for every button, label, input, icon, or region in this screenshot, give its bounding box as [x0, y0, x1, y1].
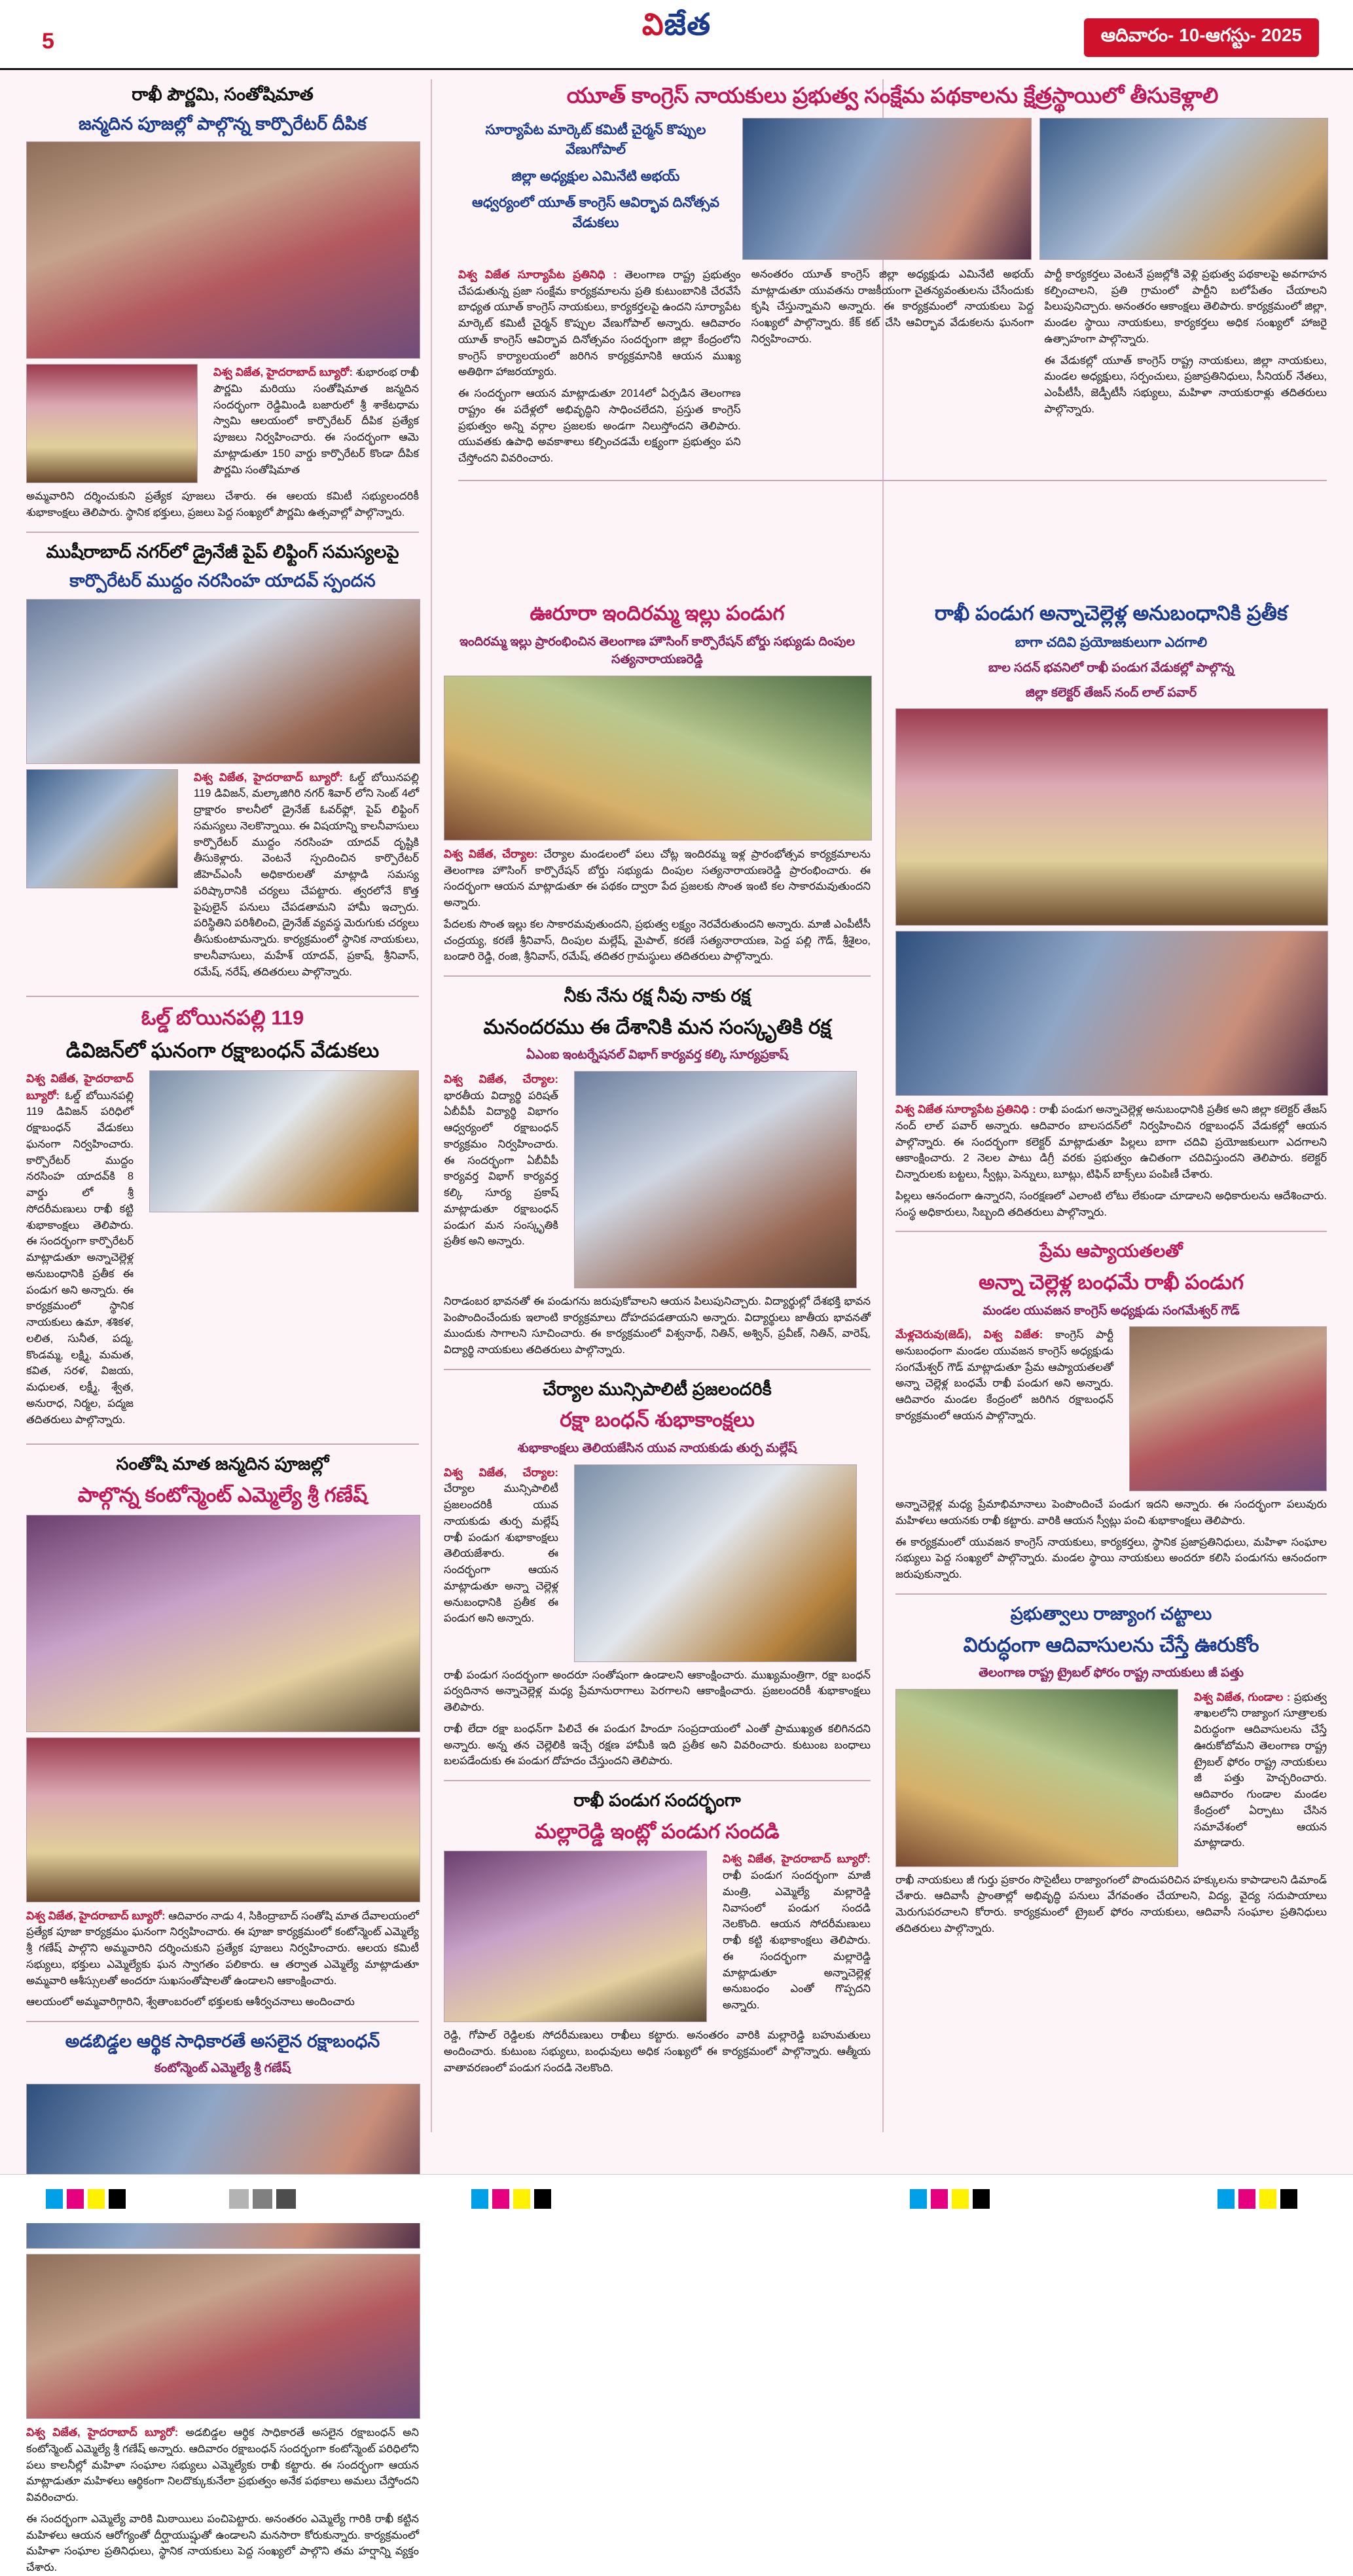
bar-gray-light — [229, 2189, 249, 2209]
article-photo — [574, 1464, 857, 1662]
bar-yellow — [513, 2189, 530, 2209]
print-registration-footer — [0, 2174, 1353, 2223]
article-mallareddy-home — [444, 1789, 871, 2076]
byline: విశ్వ విజేత, హైదరాబాద్ బ్యూరో: — [26, 2426, 179, 2439]
headline-line2: పాల్గొన్న కంటోన్మెంట్ ఎమ్మెల్యే శ్రీ గణేష్ — [77, 1483, 368, 1506]
sub-headline-2: బాల సదన్ భవనిలో రాఖీ పండుగ వేడుకల్లో పాల్గొన్న — [988, 661, 1235, 676]
bar-magenta — [1238, 2189, 1255, 2209]
article-body-2: ఈ సందర్భంగా ఎమ్మెల్యే వారికి మిఠాయిలు పంచిపెట్టారు. అనంతరం ఎమ్మెల్యే గారికి రాఖీ కట్టిన మహిళలు ఆయన ఆరోగ్యంతో దీర్ఘాయుష్షుతో ఉండాలని మనసారా కోరుకున్నారు. కార్యక్రమంలో మహిళా సంఘాల ప్రతినిధులు, స్థానిక నాయకులు పెద్ద సంఖ్యలో పాల్గొని తమ హర్షాన్ని వ్యక్తం చేశారు. — [26, 2513, 419, 2574]
article-body: విశ్వ విజేత, హైదరాబాద్ బ్యూరో: శుభారంభ రాఖీ పౌర్ణమి మరియు సంతోషిమాత జన్మదిన సందర్భంగా రెడ్డిమిండి బజారులో శ్రీ శాకేటధామ స్వామి ఆలయంలో కార్పొరేటర్ దీపిక ప్రత్యేక పూజలు నిర్వహించారు. ఈ సందర్భంగా ఆమె మాట్లాడుతూ 150 వార్డు కార్పొరేటర్ కొండా దీపిక పౌర్ణమి సంతోషిమాత — [213, 366, 419, 476]
sub-headline-1: బాగా చదివి ప్రయోజకులుగా ఎదగాలి — [1015, 634, 1208, 650]
article-body-2: రాఖీ నాయకులు జీ గుర్తు ప్రకారం సొసైటీలు రాజ్యాంగంలో పొందుపరిచిన హక్కులను కాపాడాలని డిమాండ్ చేశారు. ఆదివాసీ ప్రాంతాల్లో అభివృద్ధి పనులు వేగవంతం చేయాలని, విద్య, వైద్య సదుపాయాలు మెరుగుపరచాలని కోరారు. కార్యక్రమంలో ట్రైబల్ ఫోరం నాయకులు, ఆదివాసీ సంఘాల ప్రతినిధులు తదితరులు పాల్గొన్నారు. — [895, 1874, 1327, 1934]
lead-sub-3: ఆధ్వర్యంలో యూత్ కాంగ్రెస్ ఆవిర్భావ దినోత్సవ వేడుకలు — [471, 195, 720, 230]
cmyk-bars-far-right — [1218, 2189, 1297, 2209]
headline-line2: విరుద్ధంగా ఆదివాసులను చేస్తే ఊరుకోం — [963, 1633, 1259, 1656]
bar-cyan — [471, 2189, 488, 2209]
article-photo-secondary — [26, 364, 198, 483]
article-photo — [574, 1071, 857, 1288]
bar-magenta — [492, 2189, 509, 2209]
byline: విశ్వ విజేత, గుండాల : — [1194, 1690, 1291, 1703]
headline-line1: ముషీరాబాద్ నగర్‌లో డ్రైనేజీ పైప్ లిఫ్టింగ్ సమస్యలపై — [46, 541, 399, 562]
sub-headline: శుభాకాంక్షలు తెలియజేసిన యువ నాయకుడు తుర్ప మల్లేష్ — [517, 1442, 797, 1455]
byline: విశ్వ విజేత, హైదరాబాద్ బ్యూరో: — [194, 771, 343, 784]
article-photo-secondary — [26, 2254, 420, 2419]
article-photo — [444, 1851, 707, 2022]
article-photo — [444, 676, 872, 841]
headline-line2: కార్పొరేటర్ ముద్దం నరసింహ యాదవ్ స్పందన — [69, 571, 376, 591]
bar-black — [1280, 2189, 1297, 2209]
logo-rest: జేత — [664, 7, 712, 41]
lead-body-2: ఈ సందర్భంగా ఆయన మాట్లాడుతూ 2014లో ఏర్పడిన తెలంగాణ రాష్ట్రం ఈ పదేళ్లలో అభివృద్ధిని సాధించలేదని, ప్రస్తుత కాంగ్రెస్ ప్రభుత్వం అన్ని వర్గాల ప్రజలకు అండగా నిలుస్తోందని తెలిపారు. యువతకు ఉపాధి అవకాశాలు కల్పించడమే లక్ష్యంగా ప్రభుత్వం పని చేస్తోందని వివరించారు. — [458, 388, 741, 465]
headline-line2: జన్మదిన పూజల్లో పాల్గొన్న కార్పొరేటర్ దీపిక — [78, 113, 367, 134]
headline: అడబిడ్డల ఆర్థిక సాధికారతే అసలైన రక్షాబంధన్ — [65, 2031, 380, 2051]
article-body-3: ఈ కార్యక్రమంలో యువజన కాంగ్రెస్ నాయకులు, కార్యకర్తలు, స్థానిక ప్రజాప్రతినిధులు, మహిళా సంఘాల సభ్యులు పెద్ద సంఖ్యలో పాల్గొన్నారు. మండల స్థాయి నాయకులు అందరూ కలిసి పండుగను ఆనందంగా జరుపుకున్నారు. — [895, 1536, 1327, 1581]
edition-date-badge: ఆదివారం- 10-ఆగస్టు- 2025 — [1084, 18, 1319, 57]
article-santhoshi-matha — [26, 1453, 419, 2010]
headline-line1: ప్రేమ ఆప్యాయతలతో — [1039, 1241, 1183, 1261]
article-body-2: అన్నాచెల్లెళ్ల మధ్య ప్రేమాభిమానాలు పెంపొందించే పండుగ ఇదని అన్నారు. ఈ సందర్భంగా పలువురు మహిళలు ఆయనకు రాఖీ కట్టారు. వారికి ఆయన స్వీట్లు పంచి శుభాకాంక్షలు తెలిపారు. — [895, 1498, 1327, 1527]
cmyk-bars-right — [910, 2189, 990, 2209]
byline: విశ్వ విజేత, హైదరాబాద్ బ్యూరో: — [723, 1853, 871, 1866]
lead-body-3: అనంతరం యూత్ కాంగ్రెస్ జిల్లా అధ్యక్షుడు ఎమినేటి అభయ్ మాట్లాడుతూ యువతను రాజకీయంగా చైతన్యవంతులను చేసేందుకు కృషి చేస్తున్నామని అన్నారు. ఈ కార్యక్రమంలో నాయకులు పెద్ద సంఖ్యలో పాల్గొన్నారు. కేక్ కట్ చేసి ఆవిర్భావ వేడుకలను ఘనంగా నిర్వహించారు. — [751, 268, 1034, 345]
bar-gray-mid — [253, 2189, 272, 2209]
lead-photo-1 — [742, 118, 1032, 260]
article-drainage-pipe — [26, 541, 419, 986]
article-collector-balasadan — [895, 600, 1327, 1220]
article-body-2: అమ్మవారిని దర్శించుకుని ప్రత్యేక పూజలు చేశారు. ఈ ఆలయ కమిటీ సభ్యులందరికీ శుభాకాంక్షలు తెలిపారు. స్థానిక భక్తులు, ప్రజలు పెద్ద సంఖ్యలో పౌర్ణమి ఉత్సవాల్లో పాల్గొన్నారు. — [26, 490, 419, 518]
headline-line2: రక్షా బంధన్ శుభాకాంక్షలు — [560, 1408, 755, 1432]
byline: విశ్వ విజేత, హైదరాబాద్ బ్యూరో: — [26, 1909, 166, 1922]
article-economic-empowerment — [26, 2030, 419, 2576]
article-photo — [26, 1515, 420, 1732]
sub-headline: తెలంగాణ రాష్ట్ర ట్రైబల్ ఫోరం రాష్ట్ర నాయకులు జీ పత్తు — [979, 1666, 1244, 1680]
headline-line1: సంతోషి మాత జన్మదిన పూజల్లో — [116, 1454, 329, 1474]
article-body-2: రాఖీ పండుగ సందర్భంగా అందరూ సంతోషంగా ఉండాలని ఆకాంక్షించారు. ముఖ్యమంత్రిగా, రక్షా బంధన్ పర్వదినాన అన్నాచెల్లెళ్ల మధ్య ప్రేమానురాగాలు పెరగాలని ఆకాంక్షించారు. ప్రజలందరికీ శుభాకాంక్షలు తెలిపారు. — [444, 1669, 871, 1714]
article-photo — [1129, 1326, 1327, 1491]
article-body-2: పిల్లలు ఆనందంగా ఉన్నారని, సంరక్షణలో ఎలాంటి లోటు లేకుండా చూడాలని అధికారులను ఆదేశించారు. సంస్థ అధికారులు, సిబ్బంది తదితరులు పాల్గొన్నారు. — [895, 1189, 1327, 1218]
byline: విశ్వ విజేత, హైదరాబాద్ బ్యూరో: — [26, 1072, 134, 1102]
bar-yellow — [1259, 2189, 1276, 2209]
logo-main: వి — [641, 7, 664, 41]
article-raksha-slogan — [444, 985, 871, 1358]
article-body-2: నిరాడంబర భావనతో ఈ పండుగను జరుపుకోవాలని ఆయన పిలుపునిచ్చారు. విద్యార్థుల్లో దేశభక్తి భావన పెంపొందించేందుకు ఇలాంటి కార్యక్రమాలు దోహదపడతాయని అన్నారు. విద్యార్థులు జాతీయ భావనతో ముందుకు సాగాలని సూచించారు. ఈ కార్యక్రమంలో విశ్వనాథ్, నితిన్, అశ్విన్, ప్రవీణ్, నితిన్, వారెష్, విద్యార్థి నాయకులు తదితరులు పాల్గొన్నారు. — [444, 1295, 871, 1356]
article-photo-1 — [895, 708, 1328, 926]
article-photo-secondary — [26, 1737, 420, 1902]
lead-body-5: ఈ వేడుకల్లో యూత్ కాంగ్రెస్ రాష్ట్ర నాయకులు, జిల్లా నాయకులు, మండల అధ్యక్షులు, సర్పంచులు, ప్రజాప్రతినిధులు, సీనియర్ నేతలు, ఎంపీటీసీ, జెడ్పీటీసీ సభ్యులు, మహిళా నాయకురాళ్లు తదితరులు పాల్గొన్నారు. — [1044, 354, 1327, 415]
masthead — [0, 0, 1353, 70]
byline: విశ్వ విజేత సూర్యాపేట ప్రతినిధి : — [895, 1103, 1036, 1116]
article-body: విశ్వ విజేత, హైదరాబాద్ బ్యూరో: అడబిడ్డల ఆర్థిక సాధికారతే అసలైన రక్షాబంధన్ అని కంటోన్మెంట్ ఎమ్మెల్యే శ్రీ గణేష్ అన్నారు. ఆదివారం రక్షాబంధన్ సందర్భంగా కంటోన్మెంట్ పరిధిలోని పలు కాలనీల్లో మహిళా సంఘాల సభ్యులు ఎమ్మెల్యేకు రాఖీ కట్టారు. ఈ సందర్భంగా ఆయన మాట్లాడుతూ మహిళలు ఆర్థికంగా నిలదొక్కుకునేలా ప్రభుత్వం అనేక పథకాలు అమలు చేస్తోందని వివరించారు. — [26, 2426, 419, 2504]
lead-photo-2 — [1039, 118, 1329, 260]
cmyk-bars-mid — [471, 2189, 551, 2209]
byline: విశ్వ విజేత, హైదరాబాద్ బ్యూరో: — [213, 366, 353, 379]
headline-line1: చేర్యాల మున్సిపాలిటీ ప్రజలందరికీ — [543, 1379, 772, 1399]
article-photo — [26, 599, 420, 764]
article-body: విశ్వ విజేత సూర్యాపేట ప్రతినిధి : రాఖీ పండుగ అన్నాచెల్లెళ్ల అనుబంధానికి ప్రతీక అని జిల్లా కలెక్టర్ తేజస్ నంద్ లాల్ పవార్ అన్నారు. ఆదివారం బాలసదన్‌లో నిర్వహించిన రక్షాబంధన్ వేడుకల్లో ఆయన పాల్గొన్నారు. ఈ సందర్భంగా కలెక్టర్ మాట్లాడుతూ పిల్లలు బాగా చదివి ప్రయోజకులుగా ఎదగాలని ఆకాంక్షించారు. 2 నెలల పాటు డిగ్రీ వరకు ప్రభుత్వం ఉచితంగా చదివిస్తుందని తెలిపారు. కలెక్టర్ చిన్నారులకు బట్టలు, స్వీట్లు, పెన్నులు, బూట్లు, టిఫిన్ బాక్స్‌లు పంపిణీ చేశారు. — [895, 1103, 1327, 1181]
headline: ఊరూరా ఇందిరమ్మ ఇల్లు పండుగ — [530, 602, 785, 625]
article-photo — [26, 141, 420, 359]
article-body: విశ్వ విజేత, చేర్యాల: చేర్యాల మండలంలో పలు చోట్ల ఇందిరమ్మ ఇళ్ల ప్రారంభోత్సవ కార్యక్రమాలను తెలంగాణ హౌసింగ్ కార్పొరేషన్ బోర్డు సభ్యుడు దింపుల సత్యనారాయణరెడ్డి ప్రారంభించారు. ఈ సందర్భంగా ఆయన మాట్లాడుతూ ఈ పథకం ద్వారా పేద ప్రజలకు సొంత ఇంటి కల సాకారమవుతుందని అన్నారు. — [444, 847, 871, 909]
headline-line1: రాఖీ పౌర్ణమి, సంతోషిమాత — [132, 84, 314, 104]
lead-sub-1: సూర్యాపేట మార్కెట్ కమిటీ చైర్మన్ కొప్పుల వేణుగోపాల్ — [485, 122, 706, 158]
bar-magenta — [931, 2189, 948, 2209]
byline: విశ్వ విజేత, చేర్యాల: — [444, 1072, 558, 1085]
article-body-2: రెడ్డి, గోపాల్ రెడ్డిలకు సోదరీమణులు రాఖీలు కట్టారు. అనంతరం వారికి మల్లారెడ్డి బహుమతులు అందించారు. కుటుంబ సభ్యులు, బంధువులు అధిక సంఖ్యలో ఈ కార్యక్రమంలో పాల్గొన్నారు. ఆత్మీయ వాతావరణంలో పండుగ సందడి నెలకొంది. — [444, 2029, 871, 2074]
sub-headline: మండల యువజన కాంగ్రెస్ అధ్యక్షుడు సంగమేశ్వర్ గౌడ్ — [983, 1303, 1240, 1318]
article-body-2: పేదలకు సొంత ఇల్లు కల సాకారమవుతుందని, ప్రభుత్వ లక్ష్యం నెరవేరుతుందని అన్నారు. మాజీ ఎంపీటీసీ చంద్రయ్య, కరణే శ్రీనివాస్, దింపుల మల్లేష్, మైపాల్, కరణే సత్యనారాయణ, పెద్ద పల్లి గౌడ్, శ్రీశైలం, బండారి రెడ్డి, రంజి, శ్రీనివాస్, రమేష్, తదితర గ్రామస్థులు తదితరులు పాల్గొన్నారు. — [444, 918, 871, 963]
byline: విశ్వ విజేత, చేర్యాల: — [444, 847, 538, 860]
bar-cyan — [1218, 2189, 1235, 2209]
article-photo — [26, 2084, 420, 2249]
bar-yellow — [88, 2189, 105, 2209]
sub-headline: కంటోన్మెంట్ ఎమ్మెల్యే శ్రీ గణేష్ — [154, 2061, 291, 2075]
lead-body-4: పార్టీ కార్యకర్తలు వెంటనే ప్రజల్లోకి వెళ్లి ప్రభుత్వ పథకాలపై అవగాహన కల్పించాలని, ప్రతి గ్రామంలో పార్టీని బలోపేతం చేయాలని పిలుపునిచ్చారు. అనంతరం ఆకాంక్షలు తెలిపారు. కార్యక్రమంలో జిల్లా, మండల స్థాయి నాయకులు, కార్యకర్తలు అధిక సంఖ్యలో హాజరై ఉత్సాహంగా పాల్గొన్నారు. — [1044, 268, 1327, 345]
lead-story-youth-congress — [458, 79, 1327, 489]
article-photo — [149, 1070, 419, 1212]
byline: విశ్వ విజేత, చేర్యాల: — [444, 1466, 558, 1479]
bar-black — [973, 2189, 990, 2209]
article-body: విశ్వ విజేత, హైదరాబాద్ బ్యూరో: ఓల్డ్ బోయినపల్లి 119 డివిజన్, మల్కాజిగిరి నగర్ శివార్ లోని సెంట్ 4లో ద్రాక్షారం కాలనీలో డ్రైనేజ్ ఓవర్‌ఫ్లో, పైప్ లిఫ్టింగ్ సమస్యలు నెలకొన్నాయి. ఈ విషయాన్ని కాలనీవాసులు కార్పొరేటర్ ముద్దం నరసింహ యాదవ్ దృష్టికి తీసుకెళ్లారు. వెంటనే స్పందించిన కార్పొరేటర్ జీహెచ్ఎంసీ అధికారులతో మాట్లాడి సమస్య పరిష్కారానికి చర్యలు చేపట్టారు. త్వరలోనే కొత్త పైపులైన్ పనులు చేపడతామని హామీ ఇచ్చారు. పరిస్థితిని పరిశీలించి, డ్రైనేజ్ వ్యవస్థ మెరుగుకు చర్యలు తీసుకుంటామన్నారు. కార్యక్రమంలో స్థానిక నాయకులు, కాలనీవాసులు, మహేశ్ యాదవ్, ప్రకాష్, శ్రీనివాస్, రమేష్, నరేష్, తదితరులు పాల్గొన్నారు. — [194, 771, 419, 978]
bar-gray-dark — [276, 2189, 296, 2209]
lead-sub-2: జిల్లా అధ్యక్షుల ఎమినేటి అభయ్ — [511, 168, 680, 184]
article-photo-2 — [895, 931, 1328, 1096]
byline: మేళ్లచెరువు(జెడ్), విశ్వ విజేత: — [895, 1328, 1043, 1341]
headline-line2: అన్నా చెల్లెళ్ల బంధమే రాఖీ పండుగ — [979, 1271, 1244, 1294]
article-body: విశ్వ విజేత, గుండాల : ప్రభుత్వ శాఖలలోని రాజ్యాంగ సూత్రాలకు విరుద్ధంగా ఆదివాసులను చేస్తే ఊరుకోబోమని తెలంగాణ రాష్ట్ర ట్రైబల్ ఫోరం రాష్ట్ర నాయకులు జీ పత్తు హెచ్చరించారు. ఆదివారం గుండాల మండల కేంద్రంలో ఏర్పాటు చేసిన సమావేశంలో ఆయన మాట్లాడారు. — [1194, 1690, 1327, 1849]
sub-headline: ఇందిరమ్మ ఇల్లు ప్రారంభించిన తెలంగాణ హౌసింగ్ కార్పొరేషన్ బోర్డు సభ్యుడు దింపుల సత్యనారాయణరెడ్డి — [459, 634, 856, 667]
headline-line2: మల్లారెడ్డి ఇంట్లో పండుగ సందడి — [535, 1819, 780, 1843]
lead-byline: విశ్వ విజేత సూర్యాపేట ప్రతినిధి : — [458, 268, 617, 281]
sub-headline: ఏఎంఐ ఇంటర్నేషనల్ విభాగ్ కార్యవర్త కల్కి సూర్యప్రకాష్ — [526, 1048, 789, 1062]
headline-line2: మనందరము ఈ దేశానికి మన సంస్కృతికి రక్ష — [483, 1015, 831, 1038]
article-prema-apyayathalu — [895, 1240, 1327, 1583]
headline-line1: ప్రభుత్వాలు రాజ్యాంగ చట్టాలు — [1010, 1603, 1212, 1624]
article-body: విశ్వ విజేత, హైదరాబాద్ బ్యూరో: రాఖీ పండుగ సందర్భంగా మాజీ మంత్రి, ఎమ్మెల్యే మల్లారెడ్డి నివాసంలో పండుగ సందడి నెలకొంది. ఆయన సోదరీమణులు రాఖీ కట్టి శుభాకాంక్షలు తెలిపారు. ఈ సందర్భంగా మల్లారెడ్డి మాట్లాడుతూ అన్నాచెల్లెళ్ల అనుబంధం ఎంతో గొప్పదని అన్నారు. — [723, 1853, 871, 2012]
article-body: విశ్వ విజేత, హైదరాబాద్ బ్యూరో: ఆదివారం నాడు 4, సికింద్రాబాద్ సంతోషి మాత దేవాలయంలో ప్రత్యేక పూజా కార్యక్రమం ఘనంగా నిర్వహించారు. ఈ పూజా కార్యక్రమంలో కంటోన్మెంట్ ఎమ్మెల్యే శ్రీ గణేష్ పాల్గొని అమ్మవారిని దర్శించుకుని ప్రత్యేక పూజలు నిర్వహించారు. ఆలయ కమిటీ సభ్యులు, భక్తులు ఎమ్మెల్యేకు ఘన స్వాగతం పలికారు. ఆ తర్వాత ఎమ్మెల్యే మాట్లాడుతూ అమ్మవారి ఆశీస్సులతో అందరూ సుఖసంతోషాలతో ఉండాలని ఆకాంక్షించారు. — [26, 1909, 419, 1987]
sub-headline-3: జిల్లా కలెక్టర్ తేజస్ నంద్ లాల్ పవార్ — [1025, 685, 1197, 700]
headline-line1: నీకు నేను రక్ష నీవు నాకు రక్ష — [564, 986, 751, 1006]
article-body: మేళ్లచెరువు(జెడ్), విశ్వ విజేత: కాంగ్రెస్ పార్టీ అనుబంధంగా మండల యువజన కాంగ్రెస్ అధ్యక్షుడు సంగమేశ్వర్ గౌడ్ మాట్లాడుతూ ప్రేమ ఆప్యాయతలతో అన్నా చెల్లెళ్ల బంధమే రాఖీ పండుగ అని అన్నారు. ఆదివారం మండల కేంద్రంలో జరిగిన రక్షాబంధన్ కార్యక్రమంలో ఆయన పాల్గొన్నారు. — [895, 1328, 1113, 1422]
bar-black — [534, 2189, 551, 2209]
cmyk-bars-left — [46, 2189, 126, 2209]
article-cheryala-greetings — [444, 1378, 871, 1769]
bar-yellow — [952, 2189, 969, 2209]
headline-line2: డివిజన్‌లో ఘనంగా రక్షాబంధన్ వేడుకలు — [65, 1039, 380, 1062]
article-rakshabandhan-119 — [26, 1005, 419, 1433]
lead-body-1: విశ్వ విజేత సూర్యాపేట ప్రతినిధి : తెలంగాణ రాష్ట్ర ప్రభుత్వం చేపడుతున్న ప్రజా సంక్షేమ కార్యక్రమాలను ప్రతి కుటుంబానికి చేరవేసే బాధ్యత యూత్ కాంగ్రెస్ నాయకులు, కార్యకర్తలపై ఉందని సూర్యాపేట మార్కెట్ కమిటీ చైర్మన్ కొప్పుల వేణుగోపాల్ అన్నారు. ఆదివారం యూత్ కాంగ్రెస్ ఆవిర్భావ దినోత్సవం సందర్భంగా జిల్లా కేంద్రంలోని కాంగ్రెస్ కార్యాలయంలో జరిగిన కార్యక్రమానికి ఆయన ముఖ్య అతిథిగా హాజరయ్యారు. — [458, 268, 741, 378]
bar-cyan — [46, 2189, 63, 2209]
lead-headline: యూత్ కాంగ్రెస్ నాయకులు ప్రభుత్వ సంక్షేమ పథకాలను క్షేత్రస్థాయిలో తీసుకెళ్లాలి — [566, 83, 1219, 107]
column-left — [26, 79, 432, 2574]
article-caption: ఆలయంలో అమ్మవారిగ్గారిని, శ్వేతాంబరంలో భక్తులకు ఆశీర్వచనాలు అందించారు — [26, 1996, 355, 2008]
article-tribal-forum — [895, 1603, 1327, 1937]
publication-logo — [642, 9, 711, 39]
bar-black — [109, 2189, 126, 2209]
article-body: విశ్వ విజేత, చేర్యాల: భారతీయ విద్యార్థి పరిషత్ ఏబీవీపీ విద్యార్థి విభాగం ఆధ్వర్యంలో రక్షాబంధన్ కార్యక్రమం నిర్వహించారు. ఈ సందర్భంగా ఏబీవీపీ కార్యవర్త విభాగ్ కార్యవర్త కల్కి సూర్య ప్రకాష్ మాట్లాడుతూ రక్షాబంధన్ పండుగ మన సంస్కృతికి ప్రతీక అని అన్నారు. — [444, 1072, 558, 1248]
article-body: విశ్వ విజేత, చేర్యాల: చేర్యాల మున్సిపాలిటీ ప్రజలందరికీ యువ నాయకుడు తుర్ప మల్లేష్ రాఖీ పండుగ శుభాకాంక్షలు తెలియజేశారు. ఈ సందర్భంగా ఆయన మాట్లాడుతూ అన్నా చెల్లెళ్ల అనుబంధానికి ప్రతీక ఈ పండుగ అని అన్నారు. — [444, 1466, 558, 1625]
article-body: విశ్వ విజేత, హైదరాబాద్ బ్యూరో: ఓల్డ్ బోయినపల్లి 119 డివిజన్ పరిధిలో రక్షాబంధన్ వేడుకలు ఘనంగా నిర్వహించారు. కార్పొరేటర్ ముద్దం నరసింహ యాదవ్‌కి 8 వార్డు లో శ్రీ సోదరీమణులు రాఖీ కట్టి శుభాకాంక్షలు తెలిపారు. ఈ సందర్భంగా కార్పొరేటర్ మాట్లాడుతూ అన్నాచెల్లెళ్ల అనుబంధానికి ప్రతీక ఈ పండుగ అని అన్నారు. ఈ కార్యక్రమంలో స్థానిక నాయకులు ఉమా, శశికళ, లలిత, సునీత, పద్మ, కొండమ్మ, లక్ష్మి, మమత, కవిత, సరళ, విజయ, మధులత, లక్ష్మీ, శ్వేత, అనురాధ, నిర్మల, పద్మజ తదితరులు పాల్గొన్నారు. — [26, 1072, 134, 1426]
bar-cyan — [910, 2189, 927, 2209]
article-photo-secondary — [26, 769, 178, 888]
article-indiramma-houses — [444, 600, 871, 965]
gray-bars — [229, 2189, 296, 2209]
page-columns — [0, 70, 1353, 2574]
headline-line1: ఓల్డ్ బోయినపల్లి 119 — [141, 1006, 304, 1030]
article-photo — [895, 1689, 1178, 1867]
page-number: 5 — [42, 29, 54, 54]
article-body-3: రాఖీ లేదా రక్షా బంధన్‌గా పిలిచే ఈ పండుగ హిందూ సంప్రదాయంలో ఎంతో ప్రాముఖ్యత కలిగినదని అన్నారు. అన్న తన చెల్లెలికి ఇచ్చే రక్షణ హామీకి ఇది ప్రతీక అని వివరించారు. కుటుంబ బంధాలు బలపడేందుకు ఈ పండుగ దోహదం చేస్తుందని తెలిపారు. — [444, 1722, 871, 1768]
article-rakhi-pournami — [26, 83, 419, 521]
headline: రాఖీ పండుగ అన్నాచెల్లెళ్ల అనుబంధానికి ప్రతీక — [934, 602, 1288, 625]
bar-magenta — [67, 2189, 84, 2209]
headline-line1: రాఖీ పండుగ సందర్భంగా — [573, 1790, 741, 1811]
